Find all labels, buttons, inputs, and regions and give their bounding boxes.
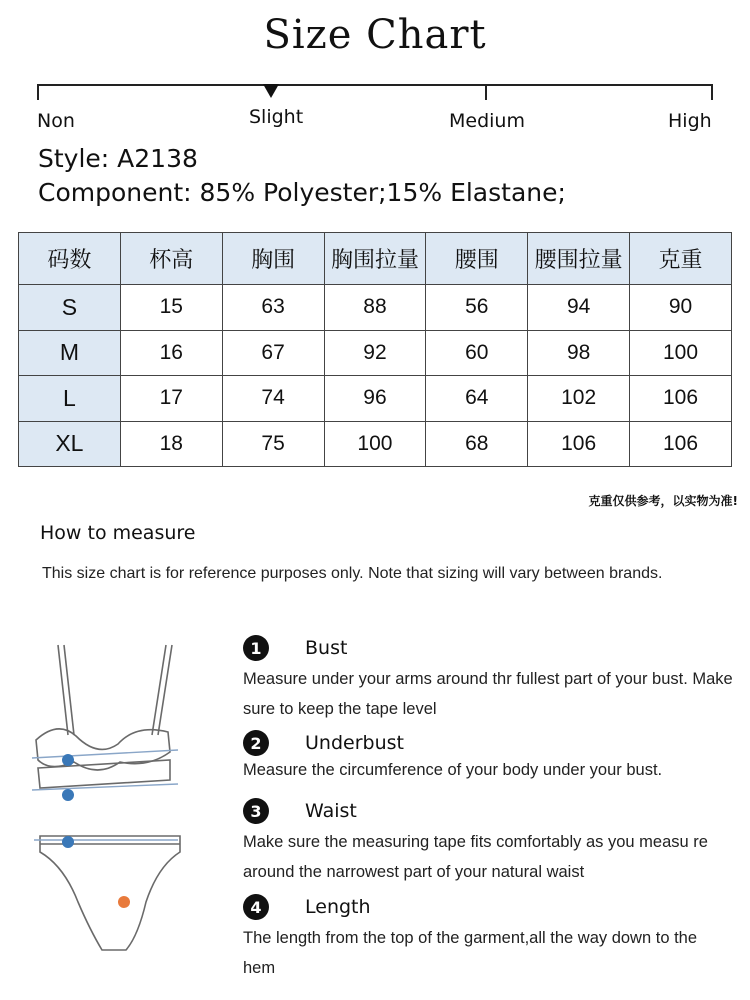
number-four-icon: 4: [243, 894, 269, 920]
table-cell: 75: [222, 421, 324, 467]
waist-marker-icon: [62, 836, 74, 848]
table-row: [19, 421, 732, 467]
measure-underbust: [243, 729, 733, 785]
table-cell: 100: [324, 421, 426, 467]
style-value: A2138: [117, 144, 198, 173]
measure-desc: The length from the top of the garment,all the way down to the hem: [243, 929, 698, 977]
stretch-selected-marker-icon: [263, 84, 279, 98]
table-cell: 56: [426, 285, 528, 331]
table-cell: 68: [426, 421, 528, 467]
table-cell: 106: [630, 421, 732, 467]
table-cell: 98: [528, 330, 630, 376]
measure-length: [243, 893, 733, 983]
stretch-tick-medium: [485, 84, 487, 100]
bikini-illustration: [28, 640, 198, 960]
measure-bust: [243, 634, 733, 724]
stretch-label-high: High: [668, 110, 712, 132]
table-cell: 74: [222, 376, 324, 422]
size-table-header-row: [19, 233, 732, 285]
table-cell: 106: [630, 376, 732, 422]
measure-desc: Measure the circumference of your body under your bust.: [243, 761, 663, 779]
table-cell: 64: [426, 376, 528, 422]
header-cell: 克重: [630, 233, 732, 285]
stretch-label-slight: Slight: [249, 106, 304, 128]
header-cell: 码数: [19, 233, 121, 285]
stretch-scale-line: [37, 84, 713, 86]
table-cell: 18: [120, 421, 222, 467]
style-line: [38, 144, 198, 173]
how-to-measure-title: How to measure: [40, 522, 196, 544]
table-cell: 102: [528, 376, 630, 422]
component-label: Component:: [38, 178, 192, 207]
measure-desc: Measure under your arms around thr fullest part of your bust. Make sure to keep the tape level: [243, 670, 733, 718]
table-cell: 17: [120, 376, 222, 422]
stretch-label-medium: Medium: [449, 110, 525, 132]
stretch-tick-non: [37, 84, 39, 100]
bikini-bottom: [40, 836, 180, 950]
component-line: [38, 178, 566, 207]
table-cell: 94: [528, 285, 630, 331]
table-row: [19, 285, 732, 331]
measure-waist: [243, 797, 733, 887]
size-cell: S: [19, 285, 121, 331]
page-title: Size Chart: [263, 12, 487, 58]
stretch-scale: [37, 84, 713, 144]
header-cell: 胸围: [222, 233, 324, 285]
header-cell: 胸围拉量: [324, 233, 426, 285]
measure-name: Bust: [305, 637, 348, 659]
table-cell: 15: [120, 285, 222, 331]
table-cell: 90: [630, 285, 732, 331]
table-row: [19, 376, 732, 422]
table-cell: 96: [324, 376, 426, 422]
bra-band: [38, 760, 170, 788]
table-cell: 16: [120, 330, 222, 376]
measure-name: Underbust: [305, 732, 404, 754]
header-cell: 腰围拉量: [528, 233, 630, 285]
header-cell: 杯高: [120, 233, 222, 285]
measure-name: Waist: [305, 800, 357, 822]
table-row: [19, 330, 732, 376]
number-two-icon: 2: [243, 730, 269, 756]
table-cell: 100: [630, 330, 732, 376]
bust-line: [32, 750, 178, 758]
table-cell: 67: [222, 330, 324, 376]
how-to-measure-text: This size chart is for reference purposes only. Note that sizing will vary between brands.: [42, 565, 663, 582]
number-three-icon: 3: [243, 798, 269, 824]
stretch-tick-high: [711, 84, 713, 100]
measure-desc: Make sure the measuring tape fits comfortably as you measu re around the narrowest part of your natural waist: [243, 833, 708, 881]
length-marker-icon: [118, 896, 130, 908]
underbust-marker-icon: [62, 789, 74, 801]
component-value: 85% Polyester;15% Elastane;: [199, 178, 566, 207]
size-cell: XL: [19, 421, 121, 467]
size-cell: M: [19, 330, 121, 376]
style-label: Style:: [38, 144, 110, 173]
stretch-label-non: Non: [37, 110, 75, 132]
size-cell: L: [19, 376, 121, 422]
table-cell: 60: [426, 330, 528, 376]
size-table: [18, 232, 732, 467]
number-one-icon: 1: [243, 635, 269, 661]
measure-name: Length: [305, 896, 371, 918]
table-cell: 88: [324, 285, 426, 331]
table-cell: 106: [528, 421, 630, 467]
table-cell: 63: [222, 285, 324, 331]
bust-marker-icon: [62, 754, 74, 766]
right-strap: [152, 645, 166, 735]
table-cell: 92: [324, 330, 426, 376]
left-strap: [58, 645, 68, 735]
header-cell: 腰围: [426, 233, 528, 285]
weight-note: 克重仅供参考，以实物为准!: [588, 494, 738, 508]
